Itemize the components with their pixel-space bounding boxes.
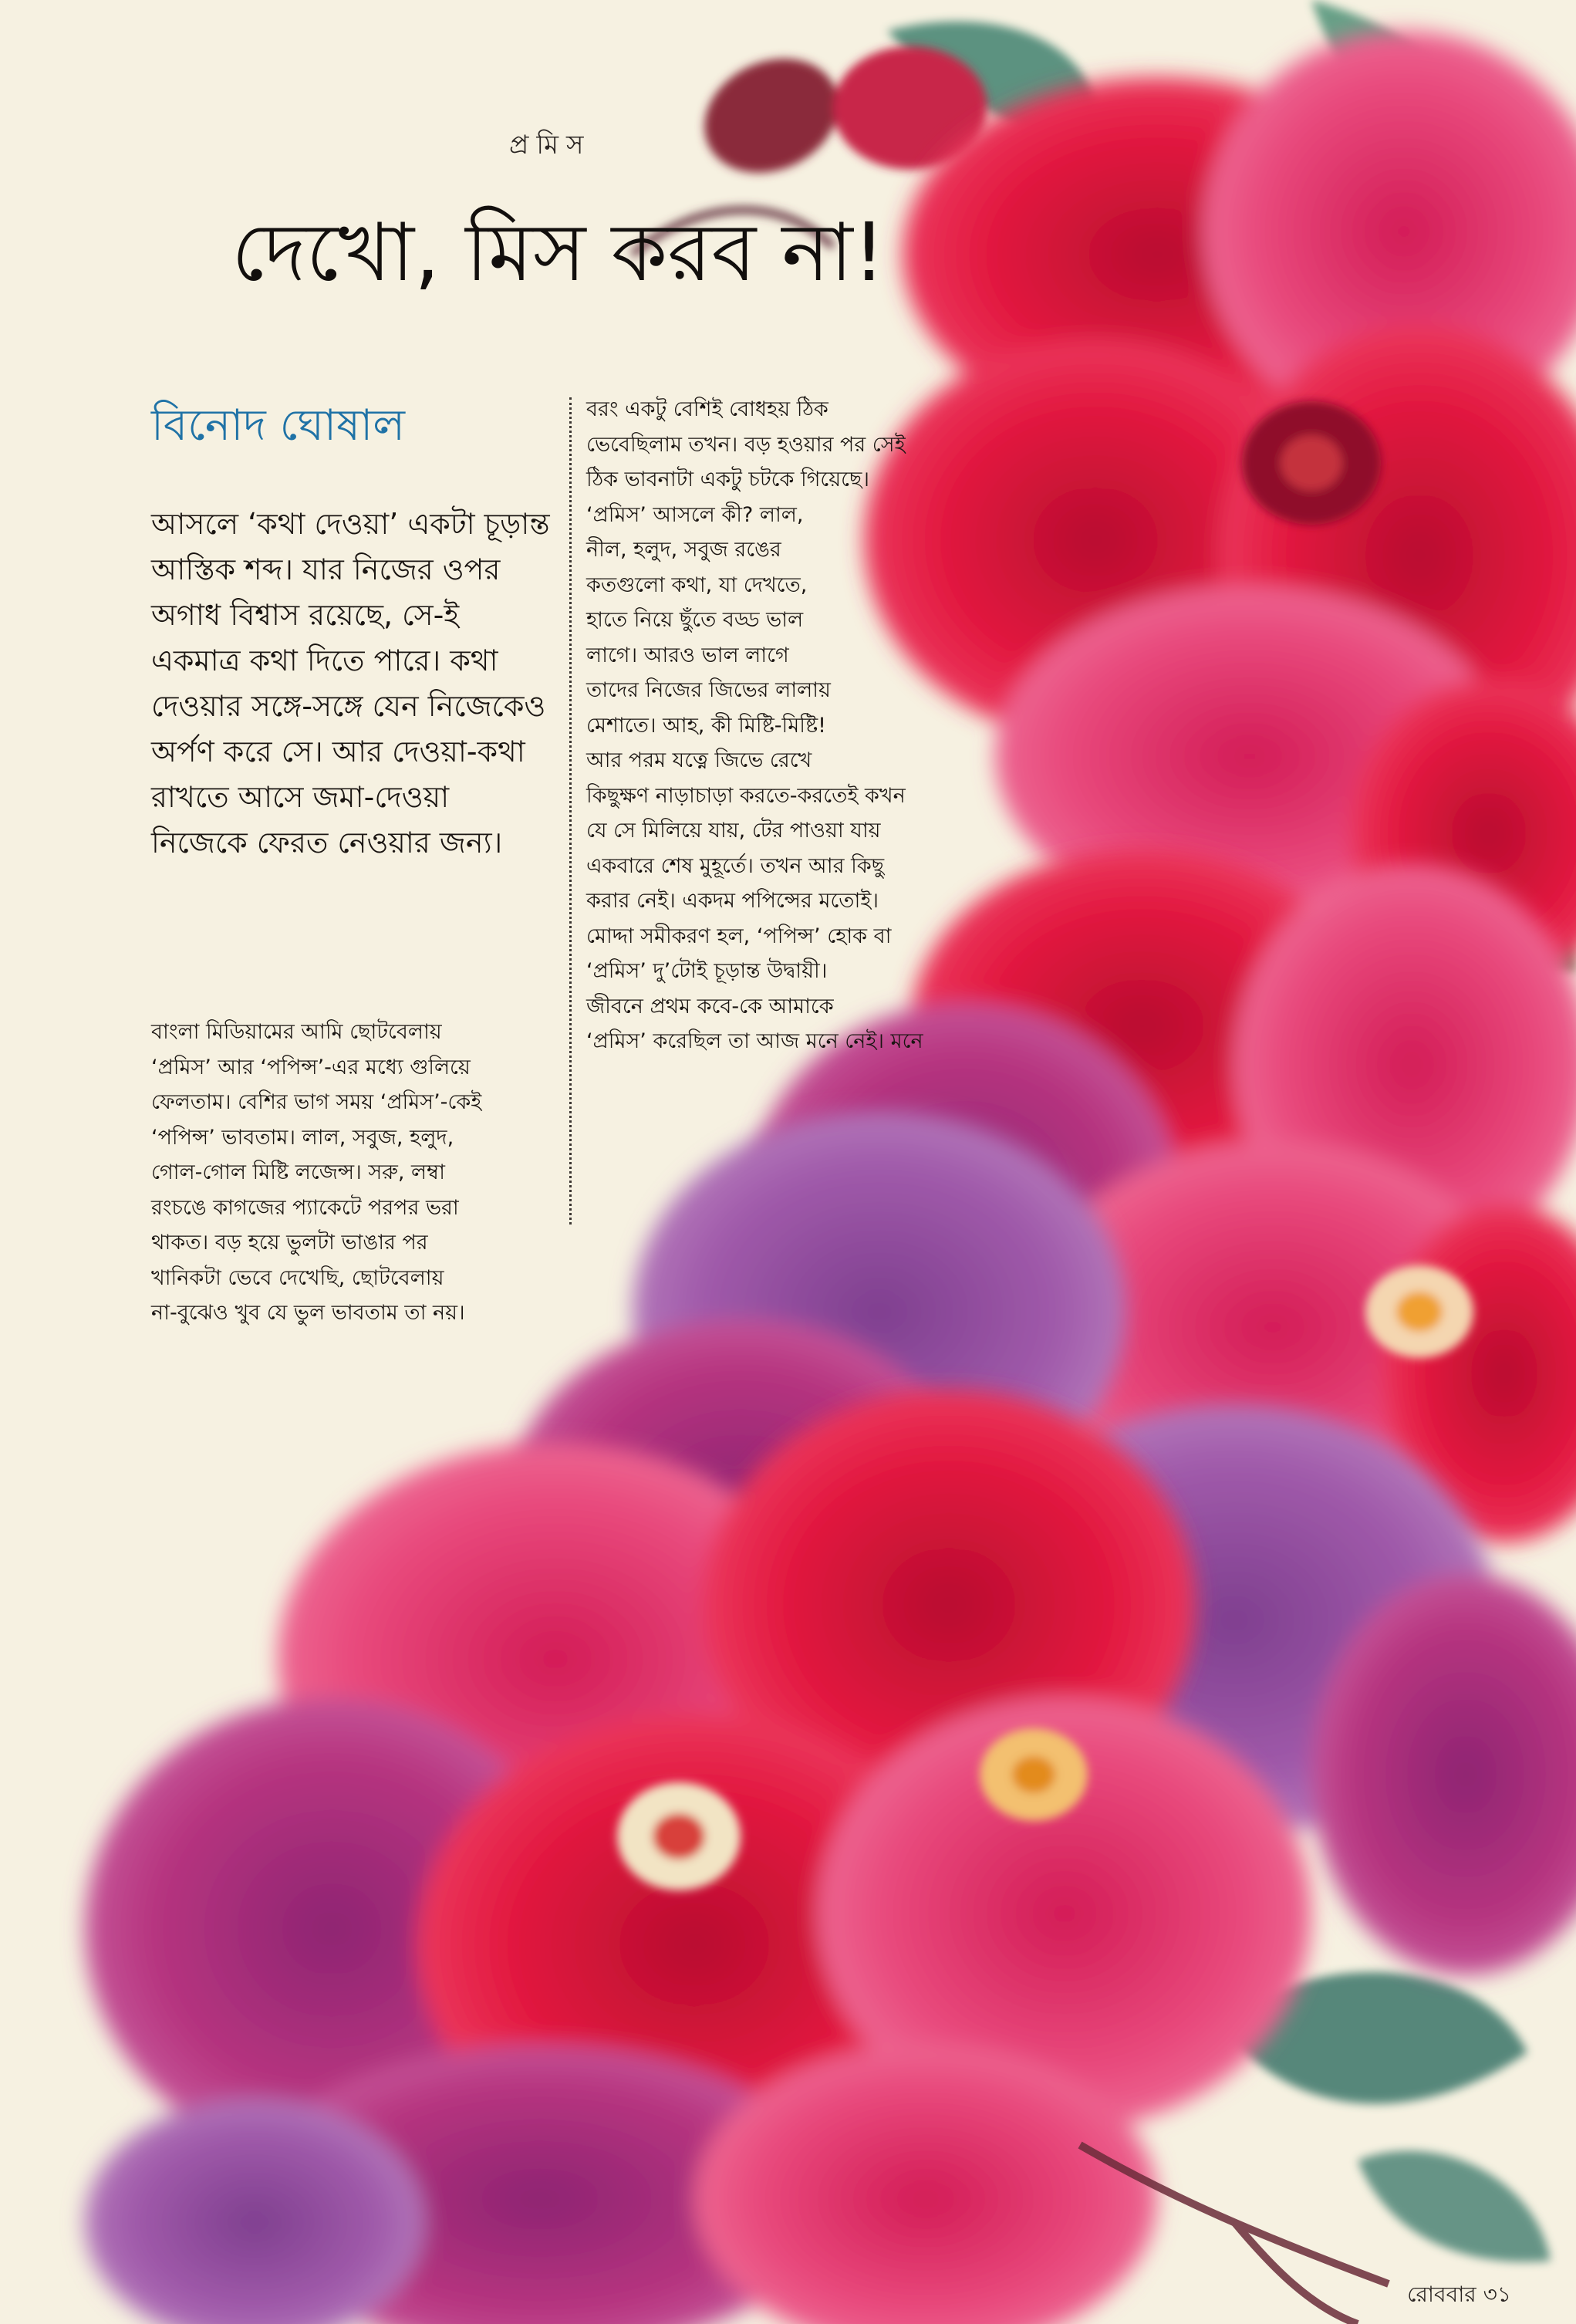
body-line: রংচঙে কাগজের প্যাকেটে পরপর ভরা [151,1195,459,1220]
body-line: না-বুঝেও খুব যে ভুল ভাবতাম তা নয়। [151,1301,465,1325]
body-line: গোল-গোল মিষ্টি লজেন্স। সরু, লম্বা [151,1160,445,1184]
body-line: কতগুলো কথা, যা দেখতে, [586,573,808,597]
body-column-left [151,1015,545,1331]
section-label: প্রমিস [509,130,592,160]
body-line: ‘প্রমিস’ আর ‘পপিন্স’-এর মধ্যে গুলিয়ে [151,1055,471,1079]
page-footer [1407,2278,1511,2314]
body-line: ফেলতাম। বেশির ভাগ সময় ‘প্রমিস’-কেই [151,1090,482,1114]
body-line: ঠিক ভাবনাটা একটু চটকে গিয়েছে। [586,468,870,491]
column-divider [569,397,572,1224]
publication-name: রোববার [1407,2282,1476,2307]
author-byline: বিনোদ ঘোষাল [151,400,405,451]
body-column-right [586,392,995,1059]
body-line: লাগে। আরও ভাল লাগে [586,643,789,667]
lead-paragraph [151,502,552,866]
body-line: মোদ্দা সমীকরণ হল, ‘পপিন্স’ হোক বা [586,924,892,948]
body-line: একবারে শেষ মুহূর্তে। তখন আর কিছু [586,853,885,878]
body-line: খানিকটা ভেবে দেখেছি, ছোটবেলায় [151,1265,444,1290]
body-line: থাকত। বড় হয়ে ভুলটা ভাঙার পর [151,1231,428,1255]
body-line: নীল, হলুদ, সবুজ রঙের [586,538,781,562]
body-line: বরং একটু বেশিই বোধহয় ঠিক [586,397,828,421]
body-line: ‘প্রমিস’ করেছিল তা আজ মনে নেই। মনে [586,1029,923,1053]
body-line: ‘প্রমিস’ দু’টোই চূড়ান্ত উদ্বায়ী। [586,959,828,983]
page-number: ৩১ [1483,2282,1511,2307]
body-line: মেশাতে। আহ, কী মিষ্টি-মিষ্টি! [586,713,826,738]
body-line: বাংলা মিডিয়ামের আমি ছোটবেলায় [151,1020,442,1044]
lead-paragraph-text: আসলে ‘কথা দেওয়া’ একটা চূড়ান্ত আস্তিক শব্দ। যার নিজের ওপর অগাধ বিশ্বাস রয়েছে, সে-ই একমাত্র কথা দিতে পারে। কথা দেওয়ার সঙ্গে-সঙ্গে যেন নিজেকেও অর্পণ করে সে। আর দেওয়া-কথা রাখতে আসে জমা-দেওয়া নিজেকে ফেরত নেওয়ার জন্য। [151,507,550,860]
body-line: ‘পপিন্স’ ভাবতাম। লাল, সবুজ, হলুদ, [151,1125,454,1150]
body-line: হাতে নিয়ে ছুঁতে বড্ড ভাল [586,608,804,632]
body-line: আর পরম যত্নে জিভে রেখে [586,748,812,772]
body-line: যে সে মিলিয়ে যায়, টের পাওয়া যায় [586,819,881,843]
body-line: করার নেই। একদম পপিন্সের মতোই। [586,889,879,913]
body-line: কিছুক্ষণ নাড়াচাড়া করতে-করতেই কখন [586,783,906,808]
body-line: ‘প্রমিস’ আসলে কী? লাল, [586,502,804,527]
headline: দেখো, মিস করব না! [231,205,886,299]
body-line: তাদের নিজের জিভের লালায় [586,678,831,702]
body-line: জীবনে প্রথম কবে-কে আমাকে [586,994,834,1018]
body-line: ভেবেছিলাম তখন। বড় হওয়ার পর সেই [586,432,906,457]
